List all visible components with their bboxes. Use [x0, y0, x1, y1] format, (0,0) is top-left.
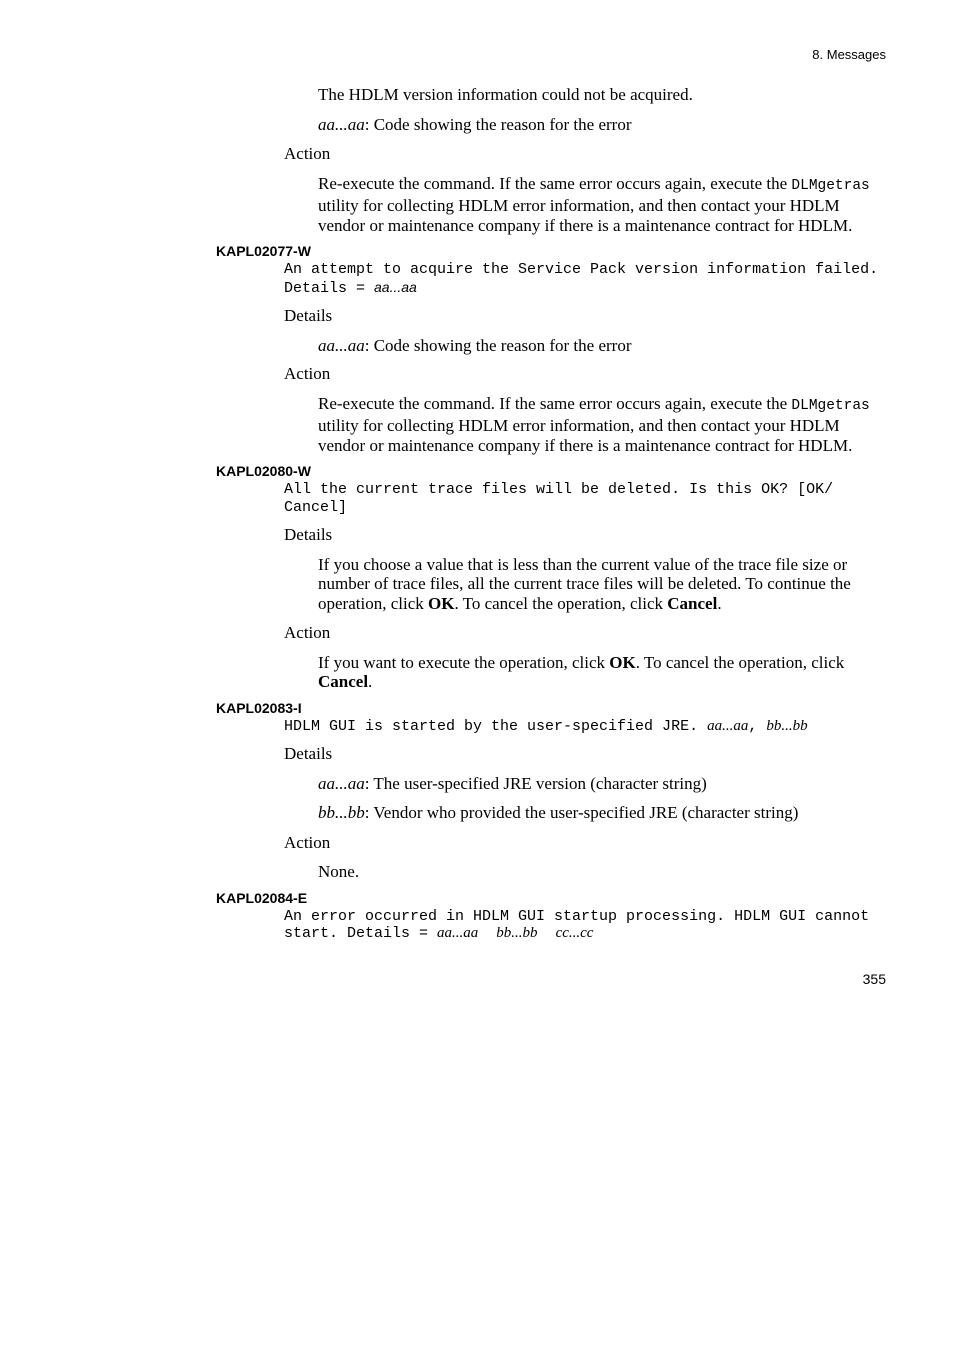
message-id: KAPL02077-W	[216, 243, 311, 259]
cancel-term: Cancel	[667, 593, 718, 613]
detail-item	[318, 774, 886, 794]
variable: aa...aa	[374, 278, 417, 295]
continued-detail-item	[318, 115, 886, 135]
detail-text: : Vendor who provided the user-specified JRE (character string)	[364, 803, 799, 822]
ok-term: OK	[428, 593, 455, 613]
details-text-mid: . To cancel the operation, click	[454, 593, 668, 613]
variable: aa...aa	[437, 925, 479, 941]
action-text-pre: Re-execute the command. If the same error occurs again, execute the	[318, 393, 792, 413]
variable: aa...aa	[707, 717, 749, 734]
message-text: All the current trace files will be deleted. Is this OK? [OK/ Cancel]	[284, 481, 834, 516]
message-id: KAPL02084-E	[216, 889, 308, 906]
action-text-pre: If you want to execute the operation, click	[318, 652, 610, 672]
detail-item	[318, 336, 886, 356]
variable: bb...bb	[318, 803, 365, 822]
details-heading: Details	[284, 306, 333, 325]
action-paragraph	[318, 174, 886, 236]
variable: aa...aa	[318, 114, 365, 134]
message-text-body: An error occurred in HDLM GUI startup processing. HDLM GUI cannot start. Details =	[284, 907, 870, 942]
separator: ,	[748, 717, 767, 735]
message-text-body: An attempt to acquire the Service Pack version information failed. Details =	[284, 261, 879, 297]
action-heading: Action	[284, 623, 331, 642]
page-number: 355	[862, 971, 886, 987]
details-heading: Details	[284, 744, 333, 763]
running-header: 8. Messages	[812, 47, 886, 62]
variable: aa...aa	[318, 335, 365, 355]
message-text	[284, 908, 884, 943]
utility-name: DLMgetras	[791, 397, 870, 414]
message-id: KAPL02080-W	[216, 463, 311, 479]
action-heading: Action	[284, 364, 331, 383]
continued-details-line: The HDLM version information could not be acquired.	[318, 85, 693, 104]
detail-item	[318, 803, 886, 823]
details-text-pre: If you choose a value that is less than the current value of the trace file size or number of trace files, all the current trace files will be deleted. To continue the operation, click	[318, 554, 851, 613]
page-content	[0, 85, 954, 943]
action-paragraph	[318, 653, 886, 692]
action-text-pre: Re-execute the command. If the same error occurs again, execute the	[318, 173, 792, 193]
message-id: KAPL02083-I	[216, 699, 302, 716]
utility-name: DLMgetras	[791, 177, 870, 194]
message-text	[284, 718, 884, 736]
message-text-body: HDLM GUI is started by the user-specified JRE.	[284, 717, 708, 735]
action-paragraph: None.	[318, 862, 360, 881]
variable: aa...aa	[318, 773, 365, 793]
detail-text: : Code showing the reason for the error	[364, 114, 632, 134]
details-heading: Details	[284, 525, 333, 544]
action-text-post: utility for collecting HDLM error information, and then contact your HDLM vendor or maintenance company if there is a maintenance contract for HDLM.	[318, 196, 853, 235]
action-text-end: .	[368, 672, 373, 691]
cancel-term: Cancel	[318, 672, 369, 691]
action-heading: Action	[284, 832, 331, 852]
action-heading: Action	[284, 144, 331, 163]
detail-text: : Code showing the reason for the error	[364, 335, 632, 355]
variable: bb...bb	[496, 925, 538, 941]
action-text-mid: . To cancel the operation, click	[635, 652, 845, 672]
variable: bb...bb	[766, 717, 808, 734]
message-text	[284, 261, 884, 297]
details-paragraph	[318, 555, 886, 614]
details-text-end: .	[717, 593, 722, 613]
detail-text: : The user-specified JRE version (character string)	[364, 773, 707, 793]
ok-term: OK	[609, 652, 636, 672]
action-text-post: utility for collecting HDLM error information, and then contact your HDLM vendor or maintenance company if there is a maintenance contract for HDLM.	[318, 416, 853, 455]
action-paragraph	[318, 394, 886, 456]
variable: cc...cc	[555, 925, 594, 941]
